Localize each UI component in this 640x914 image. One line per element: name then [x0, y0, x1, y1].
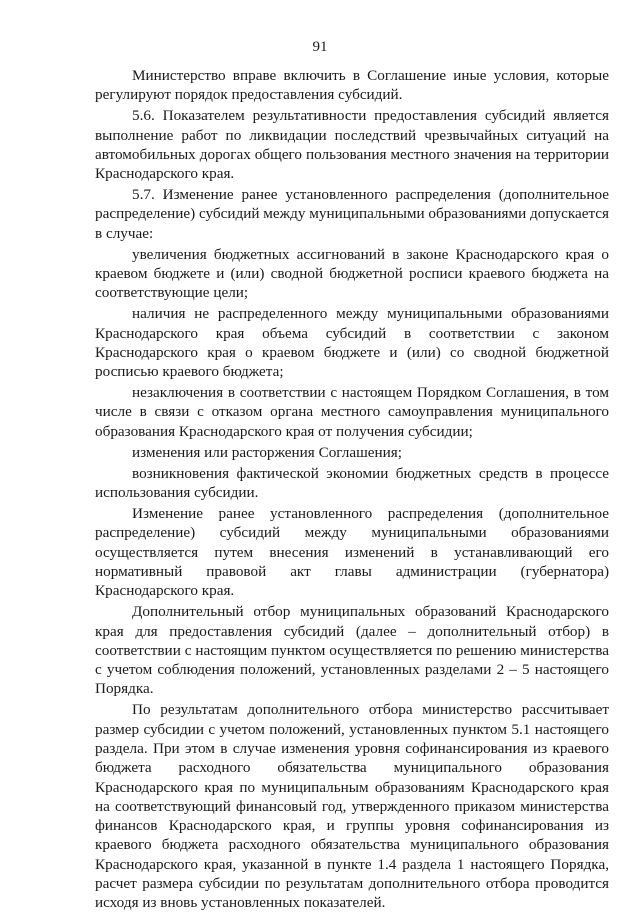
paragraph: наличия не распределенного между муниципальными образованиями Краснодарского края объема субсидий в соответствии с законом Краснодарского края о краевом бюджете и (или) со сводной бюджетной росписью краевого бюджета; — [95, 305, 609, 381]
paragraph: возникновения фактической экономии бюджетных средств в процессе использования субсидии. — [95, 464, 609, 502]
paragraph: Дополнительный отбор муниципальных образований Краснодарского края для предоставления субсидий (далее – дополнительный отбор) в соответствии с настоящим пунктом осуществляется по решению министерства с учетом соблюдения положений, установленных разделами 2 – 5 настоящего Порядка. — [95, 603, 609, 698]
paragraph: увеличения бюджетных ассигнований в законе Краснодарского края о краевом бюджете и (или) сводной бюджетной росписи краевого бюджета на соответствующие цели; — [95, 245, 609, 302]
page-number: 91 — [312, 39, 328, 55]
paragraph: По результатам дополнительного отбора министерство рассчитывает размер субсидии с учетом положений, установленных пунктом 5.1 настоящего раздела. При этом в случае изменения уровня софинансирования из краевого бюджета расходного обязательства муниципального образования Краснодарского края по муниципальным образованиям Краснодарского края на соответствующий финансовый год, утвержденного приказом министерства финансов Краснодарского края, и группы уровня софинансирования из краевого бюджета расходного обязательства муниципального образования Краснодарского края, указанной в пункте 1.4 раздела 1 настоящего Порядка, расчет размера субсидии по результатам дополнительного отбора проводится исходя из вновь установленных показателей. — [95, 701, 609, 912]
document-body — [95, 66, 609, 914]
paragraph: незаключения в соответствии с настоящем Порядком Соглашения, в том числе в связи с отказом органа местного самоуправления муниципального образования Краснодарского края от получения субсидии; — [95, 384, 609, 440]
paragraph: Министерство вправе включить в Соглашение иные условия, которые регулируют порядок предоставления субсидий. — [95, 67, 609, 104]
paragraph: 5.7. Изменение ранее установленного распределения (дополнительное распределение) субсидий между муниципальными образованиями допускается в случае: — [95, 186, 609, 242]
paragraph: изменения или расторжения Соглашения; — [132, 443, 402, 461]
paragraph: Изменение ранее установленного распределения (дополнительное распределение) субсидий между муниципальными образованиями осуществляется путем внесения изменений в устанавливающий его нормативный правовой акт главы администрации (губернатора) Краснодарского края. — [95, 505, 609, 600]
paragraph: 5.6. Показателем результативности предоставления субсидий является выполнение работ по ликвидации последствий чрезвычайных ситуаций на автомобильных дорогах общего пользования местного значения на территории Краснодарского края. — [95, 107, 609, 183]
